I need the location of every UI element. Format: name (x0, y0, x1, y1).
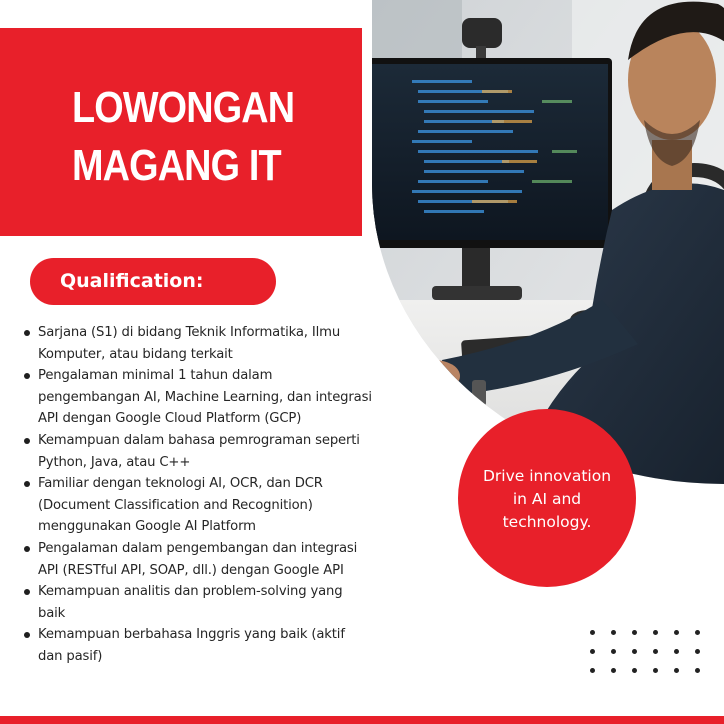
list-item (22, 581, 372, 624)
list-item (22, 473, 372, 538)
decor-dot (674, 630, 679, 635)
list-item (22, 365, 372, 430)
decor-dot (653, 630, 658, 635)
qualification-heading: Qualification: (60, 270, 204, 292)
bullet-icon (24, 481, 30, 487)
list-item (22, 322, 372, 365)
bottom-accent-bar (0, 716, 724, 724)
title-line-2: MAGANG IT (72, 141, 281, 190)
decor-dot (590, 668, 595, 673)
list-item-text: Sarjana (S1) di bidang Teknik Informatika, Ilmu Komputer, atau bidang terkait (38, 325, 341, 362)
decor-dot (611, 630, 616, 635)
bullet-icon (24, 438, 30, 444)
decor-dot (674, 668, 679, 673)
decor-dot (632, 630, 637, 635)
tagline-line-3: technology. (502, 513, 592, 531)
title-banner (0, 28, 362, 236)
dot-grid-decoration (590, 630, 700, 678)
tagline-text (468, 465, 626, 534)
bullet-icon (24, 589, 30, 595)
tagline-line-1: Drive innovation (482, 467, 612, 485)
decor-dot (590, 649, 595, 654)
decor-dot (674, 649, 679, 654)
decor-dot (611, 649, 616, 654)
decor-dot (611, 668, 616, 673)
list-item-text: Pengalaman dalam pengembangan dan integrasi API (RESTful API, SOAP, dll.) dengan Google API (38, 540, 358, 578)
qualification-heading-pill (30, 258, 276, 305)
list-item-text: Kemampuan dalam bahasa pemrograman seperti Python, Java, atau C++ (38, 432, 360, 470)
decor-dot (695, 630, 700, 635)
qualification-list (22, 322, 372, 668)
list-item (22, 430, 372, 473)
decor-dot (653, 668, 658, 673)
title-line-1: LOWONGAN (72, 83, 295, 132)
list-item-text: Pengalaman minimal 1 tahun dalam pengembangan AI, Machine Learning, dan integrasi API dengan Google Cloud Platform (GCP) (38, 368, 372, 427)
decor-dot (590, 630, 595, 635)
bullet-icon (24, 373, 30, 379)
list-item-text: Kemampuan analitis dan problem-solving yang baik (38, 584, 343, 621)
bullet-icon (24, 632, 30, 638)
decor-dot (632, 668, 637, 673)
decor-dot (695, 668, 700, 673)
list-item-text: Familiar dengan teknologi AI, OCR, dan DCR (Document Classification and Recognition) menggunakan Google AI Platform (38, 476, 323, 535)
tagline-circle (458, 409, 636, 587)
bullet-icon (24, 546, 30, 552)
list-item (22, 624, 372, 667)
decor-dot (653, 649, 658, 654)
decor-dot (632, 649, 637, 654)
list-item-text: Kemampuan berbahasa Inggris yang baik (aktif dan pasif) (38, 627, 345, 664)
decor-dot (695, 649, 700, 654)
bullet-icon (24, 330, 30, 336)
tagline-line-2: in AI and (512, 490, 582, 508)
list-item (22, 538, 372, 581)
